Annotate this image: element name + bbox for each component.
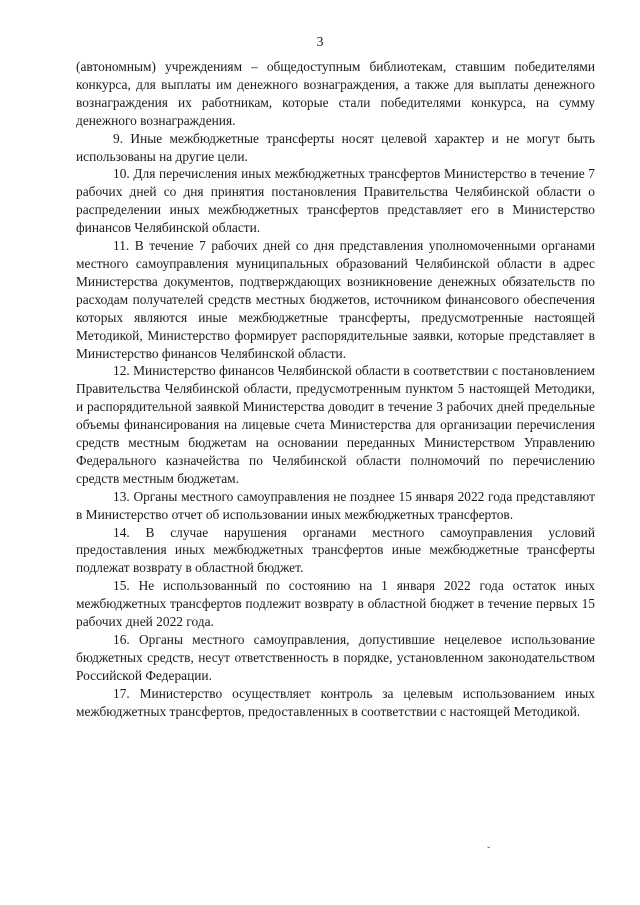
document-body [76,58,595,721]
paragraph-item-10: 10. Для перечисления иных межбюджетных трансфертов Министерство в течение 7 рабочих дней со дня принятия постановления Правительства Челябинской области о распределении иных межбюджетных трансфертов представляет его в Министерство финансов Челябинской области. [76,166,595,236]
stray-mark: ˇ [487,846,491,857]
paragraph-item-12: 12. Министерство финансов Челябинской области в соответствии с постановлением Правительства Челябинской области, предусмотренным пунктом 5 настоящей Методики, и распорядительной заявкой Министерства доводит в течение 3 рабочих дней предельные объемы финансирования на лицевые счета Министерства для организации перечисления средств местным бюджетам на основании переданных Министерством Управлению Федерального казначейства по Челябинской области полномочий по перечислению средств местным бюджетам. [76,363,595,486]
paragraph-item-13: 13. Органы местного самоуправления не позднее 15 января 2022 года представляют в Министерство отчет об использовании иных межбюджетных трансфертов. [76,488,595,522]
paragraph-item-14: 14. В случае нарушения органами местного самоуправления условий предоставления иных межбюджетных трансфертов иные межбюджетные трансферты подлежат возврату в областной бюджет. [76,524,595,576]
paragraph-item-11: 11. В течение 7 рабочих дней со дня представления уполномоченными органами местного самоуправления муниципальных образований Челябинской области в адрес Министерства документов, подтверждающих возникновение денежных обязательств по расходам получателей средств местных бюджетов, источником финансового обеспечения которых являются иные межбюджетные трансферты, предусмотренные настоящей Методикой, Министерство формирует распорядительные заявки, которые представляет в Министерство финансов Челябинской области. [76,238,595,361]
page-number: 3 [316,35,324,50]
paragraph-item-17: 17. Министерство осуществляет контроль за целевым использованием иных межбюджетных трансфертов, предоставленных в соответствии с настоящей Методикой. [76,685,595,719]
paragraph-item-16: 16. Органы местного самоуправления, допустившие нецелевое использование бюджетных средств, несут ответственность в порядке, установленном законодательством Российской Федерации. [76,632,595,683]
paragraph-item-15: 15. Не использованный по состоянию на 1 января 2022 года остаток иных межбюджетных трансфертов подлежит возврату в областной бюджет в течение первых 15 рабочих дней 2022 года. [76,578,595,630]
paragraph-item-9: 9. Иные межбюджетные трансферты носят целевой характер и не могут быть использованы на другие цели. [76,130,595,164]
paragraph-continuation: (автономным) учреждениям – общедоступным библиотекам, ставшим победителями конкурса, для выплаты им денежного вознаграждения, а также для выплаты денежного вознаграждения их работникам, которые стали победителями конкурса, на сумму денежного вознаграждения. [76,59,595,128]
